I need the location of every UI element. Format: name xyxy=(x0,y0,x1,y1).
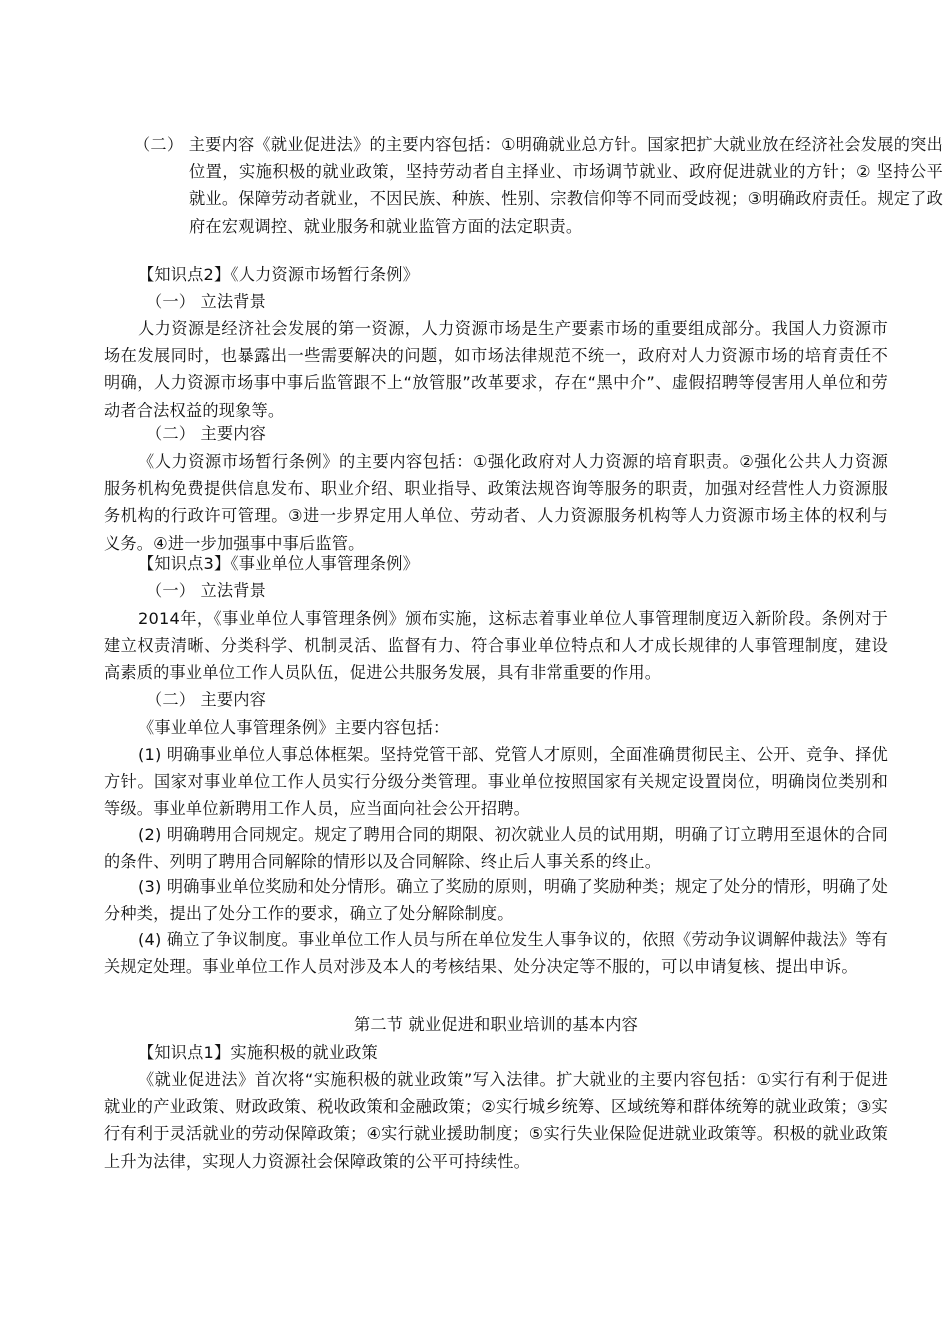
knowledge-point-2-heading: 【知识点2】《人力资源市场暂行条例》 xyxy=(138,265,419,284)
list-item-2: (2) 明确聘用合同规定。规定了聘用合同的期限、初次就业人员的试用期，明确了订立聘用至退休的合同的条件、列明了聘用合同解除的情形以及合同解除、终止后人事关系的终止。 xyxy=(104,825,888,872)
legislative-background-heading: （一） 立法背景 xyxy=(146,292,267,311)
list-item-3: (3) 明确事业单位奖励和处分情形。确立了奖励的原则，明确了奖励种类；规定了处分的情形，明确了处分种类，提出了处分工作的要求，确立了处分解除制度。 xyxy=(104,877,888,924)
main-content-heading: （二） 主要内容 xyxy=(146,690,267,709)
section-title: 第二节 就业促进和职业培训的基本内容 xyxy=(354,1015,638,1034)
legislative-background-heading: （一） 立法背景 xyxy=(146,581,267,600)
main-content-heading: （二） 主要内容 xyxy=(146,424,267,443)
section-2-main-content-paragraph: （二） 主要内容《就业促进法》的主要内容包括：①明确就业总方针。国家把扩大就业放在经济社会发展的突出位置，实施积极的就业政策，坚持劳动者自主择业、市场调节就业、政府促进就业的方针；② 坚持公平就业。保障劳动者就业，不因民族、种族、性别、宗教信仰等不同而受歧视；③明确政府责任。规定了政府在宏观调控、就业服务和就业监管方面的法定职责。 xyxy=(134,135,943,236)
knowledge-point-1-heading: 【知识点1】实施积极的就业政策 xyxy=(138,1043,378,1062)
institution-personnel-background-paragraph: 2014年，《事业单位人事管理条例》颁布实施，这标志着事业单位人事管理制度迈入新阶段。条例对于建立权责清晰、分类科学、机制灵活、监督有力、符合事业单位特点和人才成长规律的人事管理制度，建设高素质的事业单位工作人员队伍，促进公共服务发展，具有非常重要的作用。 xyxy=(104,609,888,683)
active-employment-policy-paragraph: 《就业促进法》首次将“实施积极的就业政策”写入法律。扩大就业的主要内容包括：①实行有利于促进就业的产业政策、财政政策、税收政策和金融政策；②实行城乡统筹、区域统筹和群体统筹的就业政策；③实行有利于灵活就业的劳动保障政策；④实行就业援助制度；⑤实行失业保险促进就业政策等。积极的就业政策上升为法律，实现人力资源社会保障政策的公平可持续性。 xyxy=(104,1070,888,1171)
list-item-4: (4) 确立了争议制度。事业单位工作人员与所在单位发生人事争议的，依照《劳动争议调解仲裁法》等有关规定处理。事业单位工作人员对涉及本人的考核结果、处分决定等不服的，可以申请复核、提出申诉。 xyxy=(104,930,888,977)
knowledge-point-3-heading: 【知识点3】《事业单位人事管理条例》 xyxy=(138,554,419,573)
hr-market-content-paragraph: 《人力资源市场暂行条例》的主要内容包括：①强化政府对人力资源的培育职责。②强化公共人力资源服务机构免费提供信息发布、职业介绍、职业指导、政策法规咨询等服务的职责，加强对经营性人力资源服务机构的行政许可管理。③进一步界定用人单位、劳动者、人力资源服务机构等人力资源市场主体的权利与义务。④进一步加强事中事后监管。 xyxy=(104,452,888,553)
institution-personnel-intro-paragraph: 《事业单位人事管理条例》主要内容包括： xyxy=(138,718,450,737)
list-item-1: (1) 明确事业单位人事总体框架。坚持党管干部、党管人才原则，全面准确贯彻民主、公开、竞争、择优方针。国家对事业单位工作人员实行分级分类管理。事业单位按照国家有关规定设置岗位，明确岗位类别和等级。事业单位新聘用工作人员，应当面向社会公开招聘。 xyxy=(104,745,888,819)
hr-market-background-paragraph: 人力资源是经济社会发展的第一资源，人力资源市场是生产要素市场的重要组成部分。我国人力资源市场在发展同时，也暴露出一些需要解决的问题，如市场法律规范不统一，政府对人力资源市场的培育责任不明确，人力资源市场事中事后监管跟不上“放管服”改革要求，存在“黑中介”、虚假招聘等侵害用人单位和劳动者合法权益的现象等。 xyxy=(104,319,888,420)
